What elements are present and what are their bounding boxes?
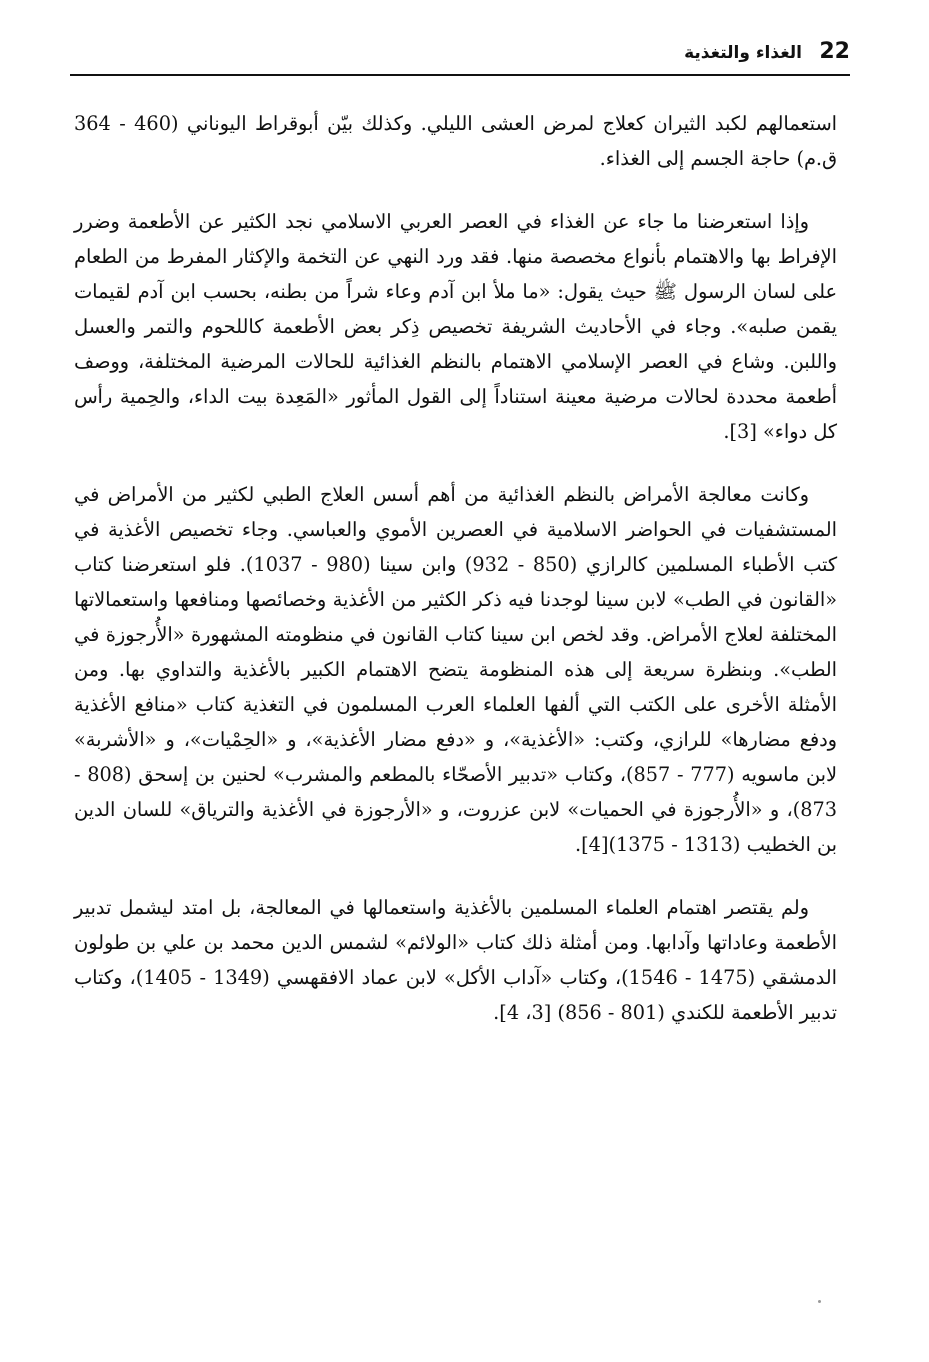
paragraph-4: ولم يقتصر اهتمام العلماء المسلمين بالأغذية واستعمالها في المعالجة، بل امتد ليشمل تدبير الأطعمة وعاداتها وآدابها. ومن أمثلة ذلك كتاب «الولائم» لشمس الدين محمد بن علي بن طولون الدمشقي (1475 - 1546)، وكتاب «آداب الأكل» لابن عماد الافقهسي (1349 - 1405)، وكتاب تدبير الأطعمة للكندي (801 - 856) [3، 4]. — [74, 896, 837, 1024]
page-header — [70, 36, 850, 76]
scan-speck — [818, 1300, 821, 1303]
page-number: 22 — [819, 39, 850, 64]
header-rule — [70, 74, 850, 76]
paragraph-3: وكانت معالجة الأمراض بالنظم الغذائية من أهم أسس العلاج الطبي لكثير من الأمراض في المستشفيات في الحواضر الاسلامية في العصرين الأموي والعباسي. وجاء تخصيص الأغذية في كتب الأطباء المسلمين كالرازي (850 - 932) وابن سينا (980 - 1037). فلو استعرضنا كتاب «القانون في الطب» لابن سينا لوجدنا فيه ذكر الكثير من الأغذية وخصائصها ومنافعها واستعمالاتها المختلفة لعلاج الأمراض. وقد لخص ابن سينا كتاب القانون في منظومته المشهورة «الأُرجوزة في الطب». وبنظرة سريعة إلى هذه المنظومة يتضح الاهتمام الكبير بالأغذية والتداوي بها. ومن الأمثلة الأخرى على الكتب التي ألفها العلماء العرب المسلمون في التغذية كتاب «منافع الأغذية ودفع مضارها» للرازي، وكتب: «الأغذية»، و «دفع مضار الأغذية»، و «الحِمْيات»، و «الأشربة» لابن ماسويه (777 - 857)، وكتاب «تدبير الأصحّاء بالمطعم والمشرب» لحنين بن إسحق (808 - 873)، و «الأُرجوزة في الحميات» لابن عزروت، و «الأرجوزة في الأغذية والترياق» للسان الدين بن الخطيب (1313 - 1375)[4]. — [74, 483, 837, 856]
paragraph-2: وإذا استعرضنا ما جاء عن الغذاء في العصر العربي الاسلامي نجد الكثير عن الأطعمة وضرر الإفراط بها والاهتمام بأنواع مخصصة منها. فقد ورد النهي عن التخمة والإكثار المفرط من الطعام على لسان الرسول ﷺ حيث يقول: «ما ملأ ابن آدم وعاء شراً من بطنه، بحسب ابن آدم لقيمات يقمن صلبه». وجاء في الأحاديث الشريفة تخصيص ذِكر بعض الأطعمة كاللحوم والتمر والعسل واللبن. وشاع في العصر الإسلامي الاهتمام بالنظم الغذائية للحالات المرضية المختلفة، ووصف أطعمة محددة لحالات مرضية معينة استناداً إلى القول المأثور «المَعِدة بيت الداء، والحِمية رأس كل دواء» [3]. — [74, 210, 837, 443]
running-title: الغذاء والتغذية — [684, 43, 802, 63]
body-text — [74, 106, 837, 1058]
paragraph-1: استعمالهم لكبد الثيران كعلاج لمرض العشى الليلي. وكذلك بيّن أبوقراط اليوناني (460 - 364 ق.م) حاجة الجسم إلى الغذاء. — [74, 112, 837, 170]
